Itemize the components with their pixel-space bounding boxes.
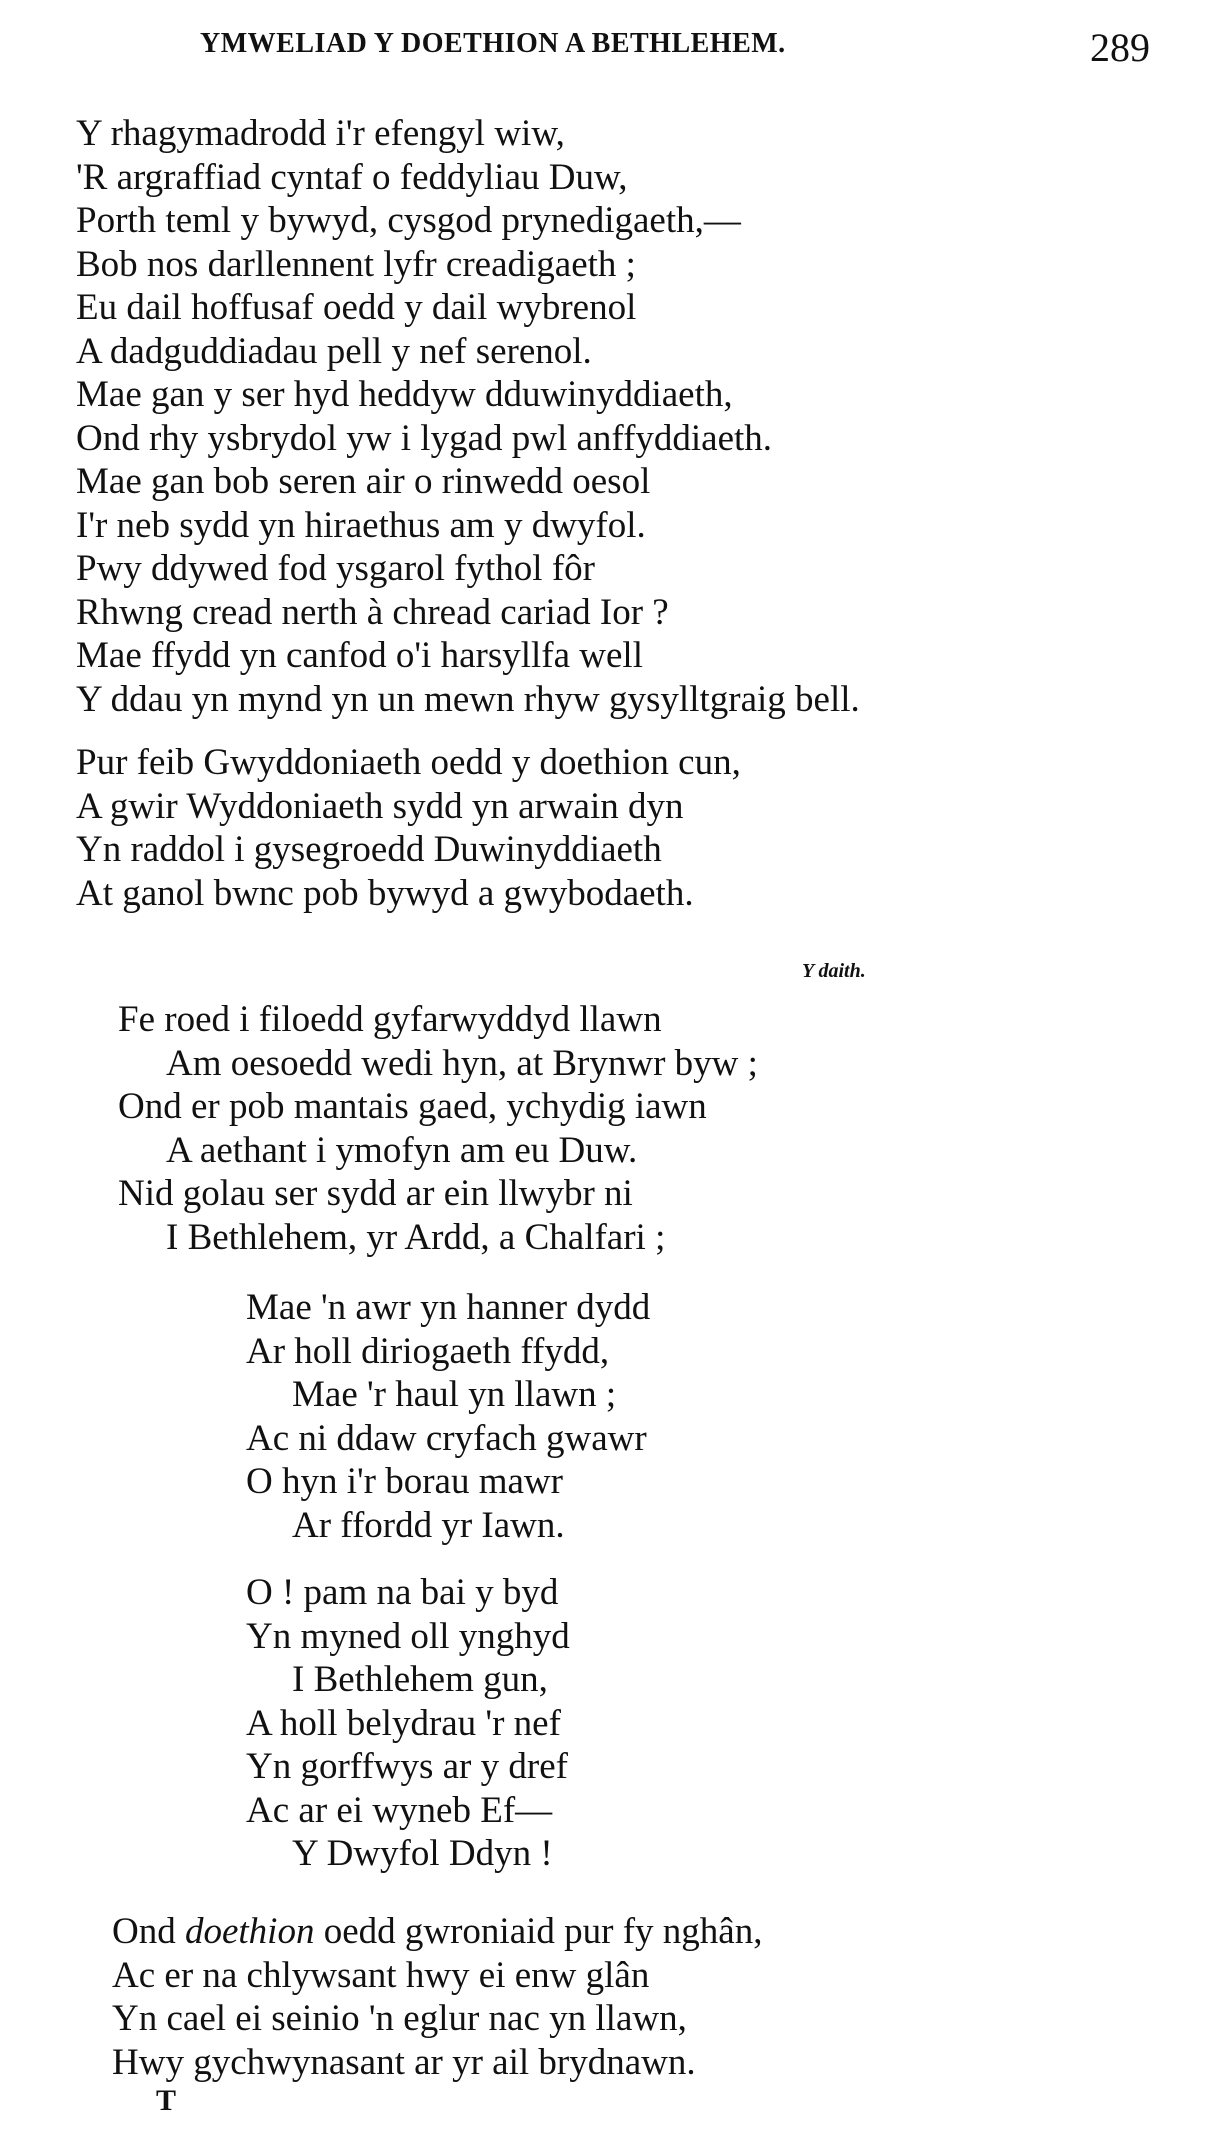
poem-line: Yn raddol i gysegroedd Duwinyddiaeth <box>76 829 662 870</box>
poem-line: A dadguddiadau pell y nef serenol. <box>76 330 592 372</box>
poem-line: Pur feib Gwyddoniaeth oedd y doethion cun, <box>76 742 741 783</box>
poem-line: Ar holl diriogaeth ffydd, <box>246 1330 610 1372</box>
stanza-1 <box>76 112 860 721</box>
poem-line: Ac ni ddaw cryfach gwawr <box>246 1417 647 1459</box>
poem-line: I Bethlehem, yr Ardd, a Chalfari ; <box>166 1216 666 1258</box>
poem-line: Yn cael ei seinio 'n eglur nac yn llawn, <box>112 1998 687 2039</box>
poem-line: Am oesoedd wedi hyn, at Brynwr byw ; <box>166 1042 758 1084</box>
hymn <box>246 1286 650 1876</box>
poem-line: At ganol bwnc pob bywyd a gwybodaeth. <box>76 872 694 914</box>
poem-line: Mae gan y ser hyd heddyw dduwinyddiaeth, <box>76 374 733 415</box>
section-label: Y daith. <box>802 960 866 982</box>
poem-line: Mae gan bob seren air o rinwedd oesol <box>76 461 651 502</box>
poem-line: Bob nos darllennent lyfr creadigaeth ; <box>76 243 636 285</box>
poem-line: O ! pam na bai y byd <box>246 1572 559 1613</box>
poem-line: Y rhagymadrodd i'r efengyl wiw, <box>76 113 565 154</box>
page-number: 289 <box>1090 25 1150 70</box>
poem-line: Nid golau ser sydd ar ein llwybr ni <box>118 1173 633 1214</box>
poem-line: I Bethlehem gun, <box>292 1659 548 1700</box>
poem-line: Ar ffordd yr Iawn. <box>292 1504 565 1546</box>
poem-line: Eu dail hoffusaf oedd y dail wybrenol <box>76 287 637 328</box>
poem-line: A aethant i ymofyn am eu Duw. <box>166 1129 638 1171</box>
running-title: YMWELIAD Y DOETHION A BETHLEHEM. <box>200 28 786 59</box>
poem-line: O hyn i'r borau mawr <box>246 1461 563 1502</box>
line-text-pre: Ond <box>112 1911 185 1952</box>
poem-line: Y ddau yn mynd yn un mewn rhyw gysylltgraig bell. <box>76 678 860 720</box>
poem-line: I'r neb sydd yn hiraethus am y dwyfol. <box>76 504 646 546</box>
poem-line: Rhwng cread nerth à chread cariad Ior ? <box>76 591 669 633</box>
poem-line: Hwy gychwynasant ar yr ail brydnawn. <box>112 2041 696 2083</box>
poem-line: 'R argraffiad cyntaf o feddyliau Duw, <box>76 156 628 198</box>
poem-line: Ond er pob mantais gaed, ychydig iawn <box>118 1086 707 1127</box>
poem-line: Mae 'r haul yn llawn ; <box>292 1374 617 1415</box>
hymn-stanza-1 <box>246 1286 650 1547</box>
stanza-3 <box>118 998 758 1259</box>
poem-line: Porth teml y bywyd, cysgod prynedigaeth,— <box>76 200 741 241</box>
line-text-italic: doethion <box>184 1911 315 1952</box>
poem-line <box>112 1910 762 1954</box>
poem-line: Yn myned oll ynghyd <box>246 1615 570 1657</box>
poem-line: Fe roed i filoedd gyfarwyddyd llawn <box>118 999 662 1040</box>
poem-line: A holl belydrau 'r nef <box>246 1702 561 1744</box>
line-text-post: oedd gwroniaid pur fy nghân, <box>314 1911 763 1952</box>
signature-mark: T <box>156 2084 177 2117</box>
poem-line: Ac ar ei wyneb Ef— <box>246 1789 553 1831</box>
poem-line: Ac er na chlywsant hwy ei enw glân <box>112 1954 650 1996</box>
poem-line: Y Dwyfol Ddyn ! <box>292 1833 553 1874</box>
stanza-2 <box>76 741 860 915</box>
poem-line: Mae 'n awr yn hanner dydd <box>246 1287 651 1328</box>
poem-line: Ond rhy ysbrydol yw i lygad pwl anffyddiaeth. <box>76 417 773 459</box>
hymn-stanza-2 <box>246 1571 650 1876</box>
poem-body <box>76 112 860 915</box>
stanza-4 <box>112 1910 762 2084</box>
poem-line: Yn gorffwys ar y dref <box>246 1746 568 1787</box>
poem-line: Pwy ddywed fod ysgarol fythol fôr <box>76 548 595 589</box>
poem-line: A gwir Wyddoniaeth sydd yn arwain dyn <box>76 785 684 827</box>
poem-line: Mae ffydd yn canfod o'i harsyllfa well <box>76 635 643 676</box>
